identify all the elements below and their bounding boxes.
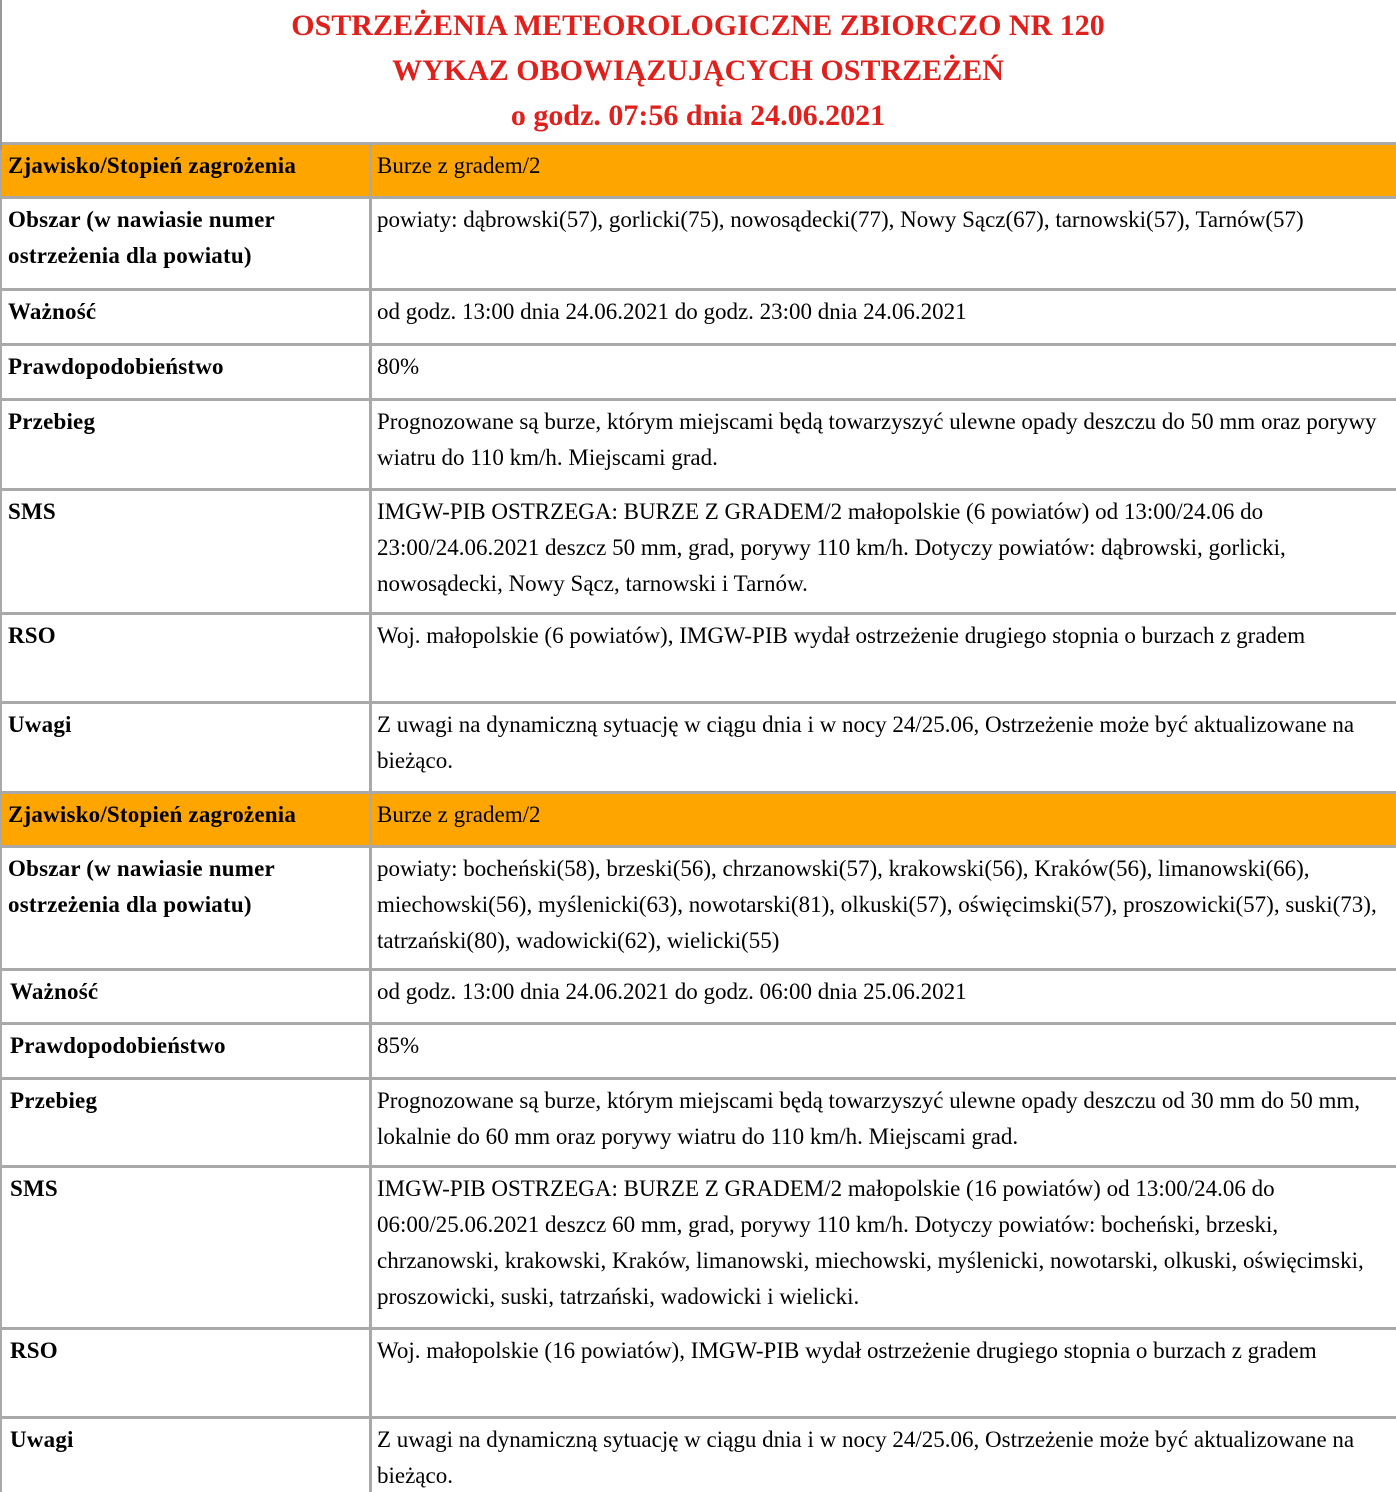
sms-value: IMGW-PIB OSTRZEGA: BURZE Z GRADEM/2 małopolskie (6 powiatów) od 13:00/24.06 do 23:00/24.06.2021 deszcz 50 mm, grad, porywy 110 km/h. Dotyczy powiatów: dąbrowski, gorlicki, nowosądecki, Nowy Sącz, tarnowski i Tarnów. bbox=[371, 490, 1396, 614]
probability-label: Prawdopodobieństwo bbox=[1, 1024, 371, 1079]
notes-label: Uwagi bbox=[1, 703, 371, 793]
sms-label: SMS bbox=[1, 490, 371, 614]
rso-label: RSO bbox=[1, 614, 371, 703]
notes-value: Z uwagi na dynamiczną sytuację w ciągu dnia i w nocy 24/25.06, Ostrzeżenie może być aktualizowane na bieżąco. bbox=[371, 703, 1396, 793]
validity-label: Ważność bbox=[1, 970, 371, 1024]
course-label: Przebieg bbox=[1, 400, 371, 490]
area-value: powiaty: dąbrowski(57), gorlicki(75), nowosądecki(77), Nowy Sącz(67), tarnowski(57), Tarnów(57) bbox=[371, 198, 1396, 290]
hazard-value: Burze z gradem/2 bbox=[371, 144, 1396, 198]
header-subtitle: WYKAZ OBOWIĄZUJĄCYCH OSTRZEŻEŃ bbox=[392, 54, 1004, 87]
course-row bbox=[1, 1079, 1396, 1167]
hazard-label: Zjawisko/Stopień zagrożenia bbox=[1, 793, 371, 847]
hazard-value: Burze z gradem/2 bbox=[371, 793, 1396, 847]
rso-value: Woj. małopolskie (16 powiatów), IMGW-PIB wydał ostrzeżenie drugiego stopnia o burzach z gradem bbox=[371, 1329, 1396, 1418]
area-row bbox=[1, 847, 1396, 970]
notes-row bbox=[1, 1418, 1396, 1492]
course-label: Przebieg bbox=[1, 1079, 371, 1167]
sms-label: SMS bbox=[1, 1167, 371, 1329]
sms-row bbox=[1, 490, 1396, 614]
area-label: Obszar (w nawiasie numer ostrzeżenia dla powiatu) bbox=[1, 847, 371, 970]
warnings-table bbox=[0, 142, 1396, 1492]
notes-row bbox=[1, 703, 1396, 793]
left-border-rule bbox=[0, 0, 2, 150]
rso-row bbox=[1, 614, 1396, 703]
rso-row bbox=[1, 1329, 1396, 1418]
area-value: powiaty: bocheński(58), brzeski(56), chrzanowski(57), krakowski(56), Kraków(56), limanowski(66), miechowski(56), myślenicki(63), nowotarski(81), olkuski(57), oświęcimski(57), proszowicki(57), suski(73), tatrzański(80), wadowicki(62), wielicki(55) bbox=[371, 847, 1396, 970]
area-label: Obszar (w nawiasie numer ostrzeżenia dla powiatu) bbox=[1, 198, 371, 290]
notes-value: Z uwagi na dynamiczną sytuację w ciągu dnia i w nocy 24/25.06, Ostrzeżenie może być aktualizowane na bieżąco. bbox=[371, 1418, 1396, 1492]
probability-value: 80% bbox=[371, 345, 1396, 400]
probability-value: 85% bbox=[371, 1024, 1396, 1079]
area-row bbox=[1, 198, 1396, 290]
hazard-label: Zjawisko/Stopień zagrożenia bbox=[1, 144, 371, 198]
course-value: Prognozowane są burze, którym miejscami będą towarzyszyć ulewne opady deszczu od 30 mm do 50 mm, lokalnie do 60 mm oraz porywy wiatru do 110 km/h. Miejscami grad. bbox=[371, 1079, 1396, 1167]
validity-label: Ważność bbox=[1, 290, 371, 345]
header-title: OSTRZEŻENIA METEOROLOGICZNE ZBIORCZO NR 120 bbox=[291, 9, 1105, 42]
rso-label: RSO bbox=[1, 1329, 371, 1418]
validity-value: od godz. 13:00 dnia 24.06.2021 do godz. 06:00 dnia 25.06.2021 bbox=[371, 970, 1396, 1024]
validity-value: od godz. 13:00 dnia 24.06.2021 do godz. 23:00 dnia 24.06.2021 bbox=[371, 290, 1396, 345]
probability-row bbox=[1, 1024, 1396, 1079]
sms-row bbox=[1, 1167, 1396, 1329]
probability-label: Prawdopodobieństwo bbox=[1, 345, 371, 400]
probability-row bbox=[1, 345, 1396, 400]
rso-value: Woj. małopolskie (6 powiatów), IMGW-PIB wydał ostrzeżenie drugiego stopnia o burzach z gradem bbox=[371, 614, 1396, 703]
validity-row bbox=[1, 290, 1396, 345]
notes-label: Uwagi bbox=[1, 1418, 371, 1492]
document-header bbox=[0, 0, 1396, 142]
sms-value: IMGW-PIB OSTRZEGA: BURZE Z GRADEM/2 małopolskie (16 powiatów) od 13:00/24.06 do 06:00/25.06.2021 deszcz 60 mm, grad, porywy 110 km/h. Dotyczy powiatów: bocheński, brzeski, chrzanowski, krakowski, Kraków, limanowski, miechowski, myślenicki, nowotarski, olkuski, oświęcimski, proszowicki, suski, tatrzański, wadowicki i wielicki. bbox=[371, 1167, 1396, 1329]
validity-row bbox=[1, 970, 1396, 1024]
course-value: Prognozowane są burze, którym miejscami będą towarzyszyć ulewne opady deszczu do 50 mm oraz porywy wiatru do 110 km/h. Miejscami grad. bbox=[371, 400, 1396, 490]
hazard-row bbox=[1, 144, 1396, 198]
hazard-row bbox=[1, 793, 1396, 847]
course-row bbox=[1, 400, 1396, 490]
header-timestamp: o godz. 07:56 dnia 24.06.2021 bbox=[510, 99, 886, 132]
